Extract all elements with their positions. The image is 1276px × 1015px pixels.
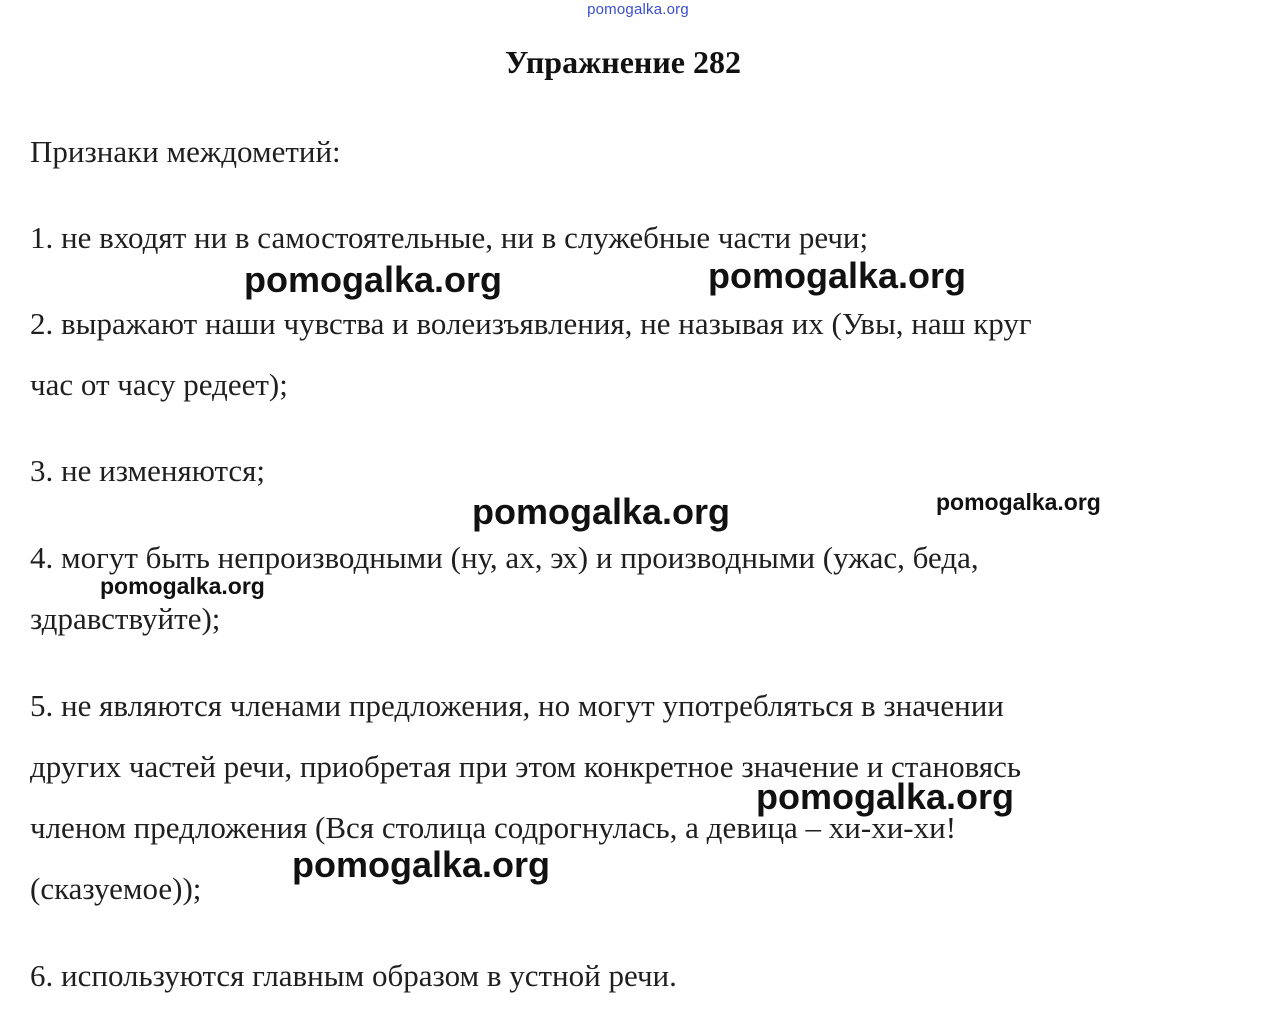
site-watermark-top: pomogalka.org <box>587 1 689 18</box>
watermark-text: pomogalka.org <box>244 259 503 300</box>
watermark-text: pomogalka.org <box>708 255 967 296</box>
text-line: 6. используются главным образом в устной речи. <box>30 958 677 993</box>
text-line: час от часу редеет); <box>30 367 288 402</box>
text-line: (сказуемое)); <box>30 871 202 906</box>
watermark-text: pomogalka.org <box>100 573 265 599</box>
text-line: 5. не являются членами предложения, но могут употребляться в значении <box>30 688 1004 723</box>
text-line: 3. не изменяются; <box>30 453 266 488</box>
page-title: Упражнение 282 <box>504 44 741 80</box>
watermark-text: pomogalka.org <box>472 491 731 532</box>
text-line: здравствуйте); <box>30 601 221 636</box>
text-line: 1. не входят ни в самостоятельные, ни в служебные части речи; <box>30 220 869 255</box>
text-line: членом предложения (Вся столица содрогнулась, а девица – хи-хи-хи! <box>30 810 957 845</box>
text-line: 4. могут быть непроизводными (ну, ах, эх) и производными (ужас, беда, <box>30 540 979 575</box>
text-line: других частей речи, приобретая при этом конкретное значение и становясь <box>30 749 1021 784</box>
watermark-text: pomogalka.org <box>936 489 1101 515</box>
intro-line: Признаки междометий: <box>30 134 341 169</box>
watermark-text: pomogalka.org <box>756 776 1015 817</box>
text-line: 2. выражают наши чувства и волеизъявления, не называя их (Увы, наш круг <box>30 306 1032 341</box>
watermark-text: pomogalka.org <box>292 844 551 885</box>
